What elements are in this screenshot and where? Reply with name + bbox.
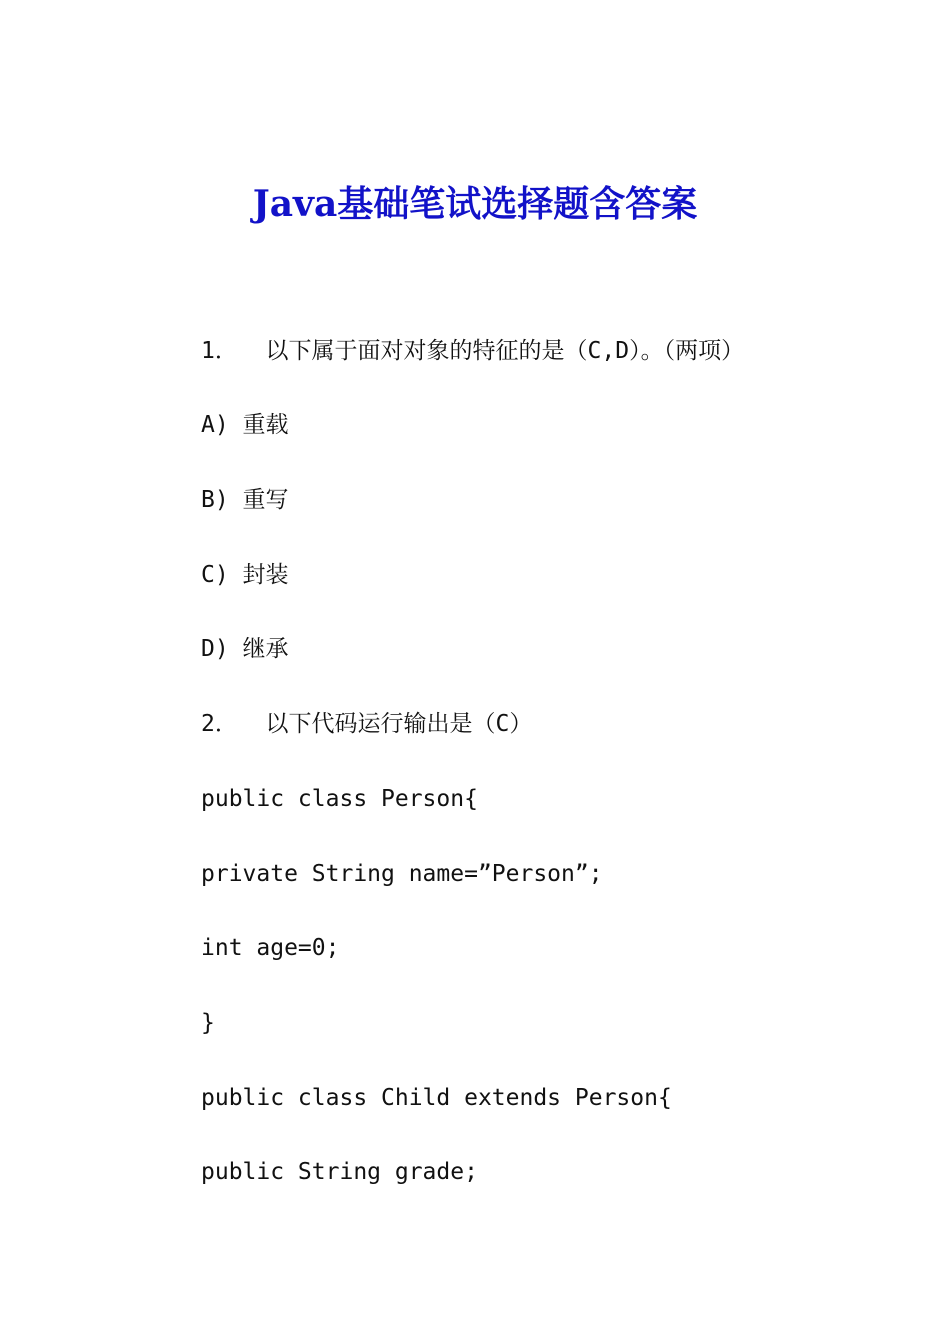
code-line: } <box>201 1010 215 1036</box>
question-1-option-c: C) 封装 <box>201 562 289 588</box>
code-line: private String name=”Person”; <box>201 861 603 887</box>
code-line: int age=0; <box>201 935 340 961</box>
code-line: public class Child extends Person{ <box>201 1085 672 1111</box>
code-line: public String grade; <box>201 1159 478 1185</box>
document-title: Java基础笔试选择题含答案 <box>252 183 698 225</box>
question-1-option-b: B) 重写 <box>201 487 289 513</box>
question-1-option-d: D) 继承 <box>201 636 289 662</box>
code-line: public class Person{ <box>201 786 478 812</box>
question-1-stem: 1． 以下属于面对对象的特征的是（C,D）。（两项） <box>201 338 745 364</box>
question-2-stem: 2． 以下代码运行输出是（C） <box>201 711 533 737</box>
question-1-option-a: A) 重载 <box>201 412 289 438</box>
